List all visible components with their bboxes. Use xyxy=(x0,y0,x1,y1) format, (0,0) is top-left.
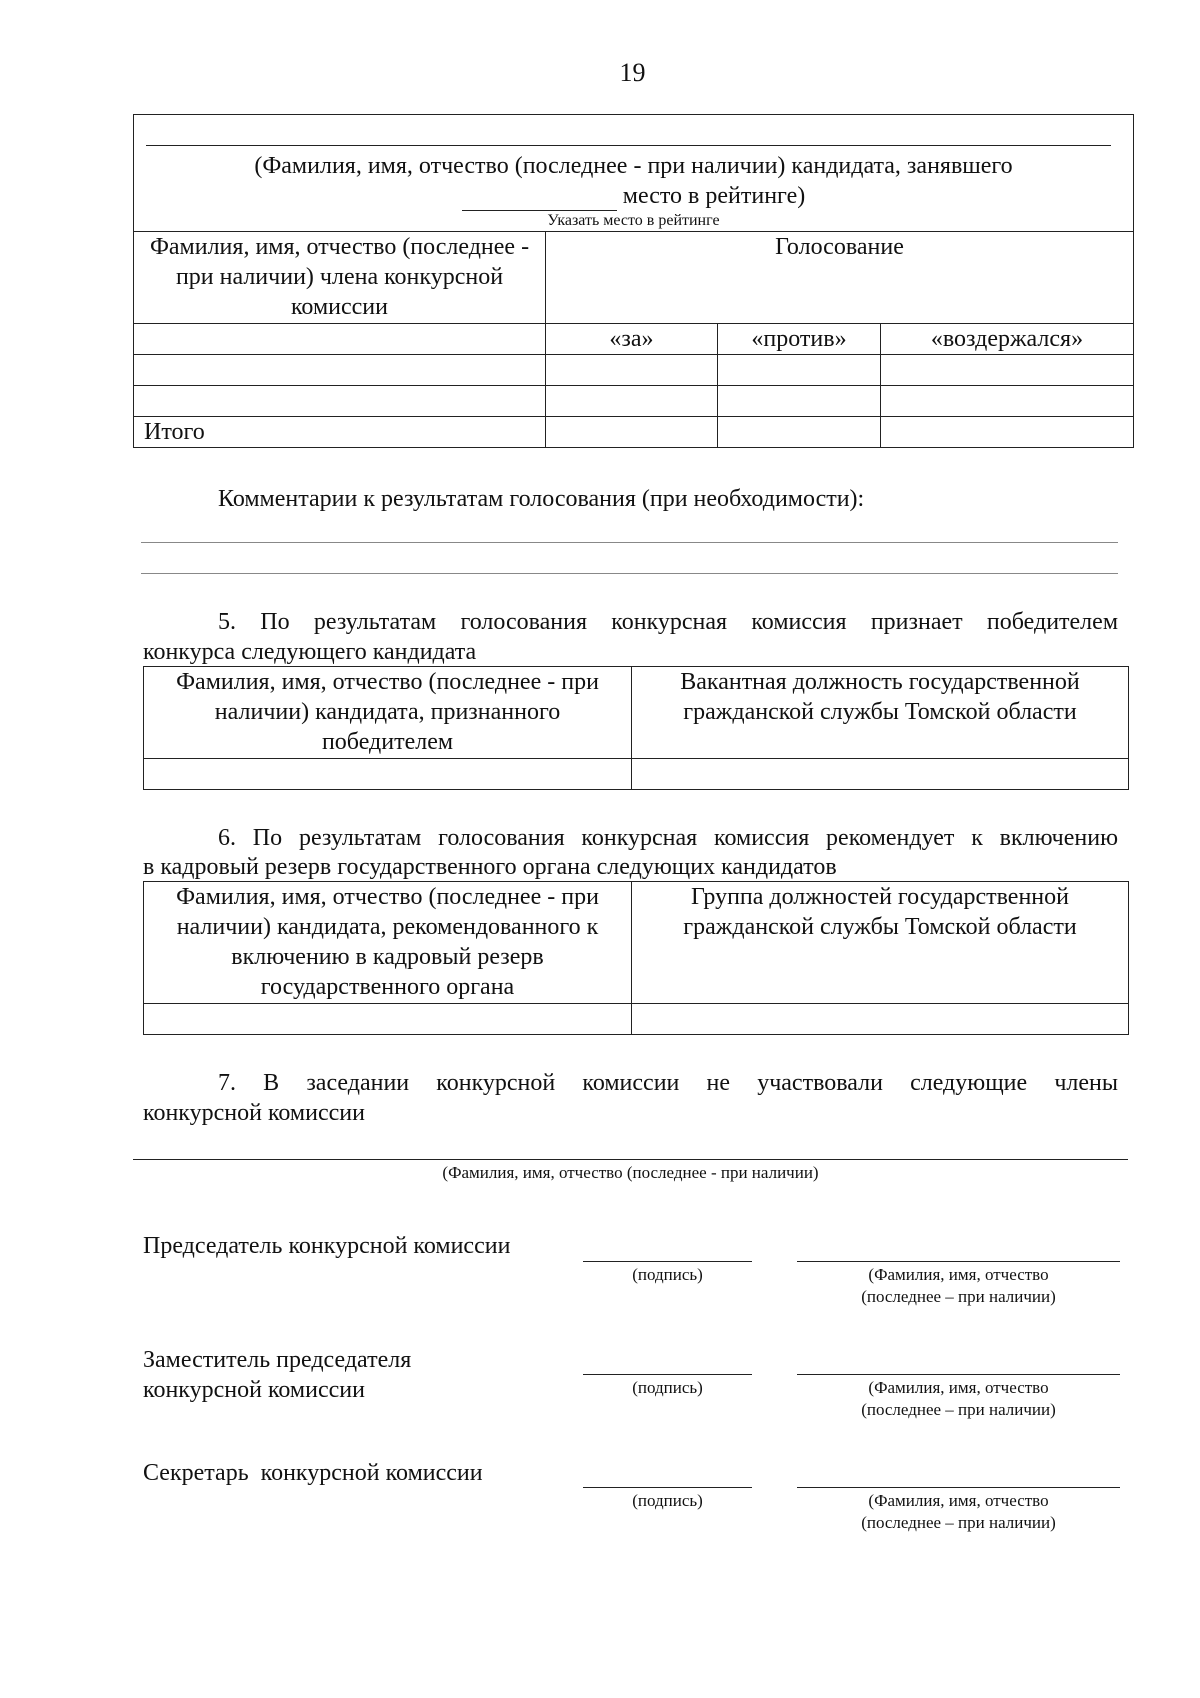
candidate-caption-cell xyxy=(134,115,1134,232)
section5-line2: конкурса следующего кандидата xyxy=(143,639,477,665)
winner-col2-header: Вакантная должность государственной гражданской службы Томской области xyxy=(632,667,1129,759)
name-line-deputy xyxy=(797,1374,1120,1375)
col-abstained: «воздержался» xyxy=(881,324,1134,355)
member-header: Фамилия, имя, отчество (последнее - при наличии) члена конкурсной комиссии xyxy=(134,232,546,324)
table-row xyxy=(144,759,1129,790)
comment-line-1 xyxy=(141,542,1118,543)
table-row xyxy=(134,355,1134,386)
table-row xyxy=(134,386,1134,417)
name-line-chairman xyxy=(797,1261,1120,1262)
voting-table xyxy=(133,114,1134,448)
candidate-caption-line2: место в рейтинге) xyxy=(622,183,806,209)
signature-line-secretary xyxy=(583,1487,752,1488)
name-caption-chairman-1: (Фамилия, имя, отчество xyxy=(868,1265,1049,1284)
signature-role-secretary: Секретарь конкурсной комиссии xyxy=(143,1460,483,1486)
rating-place-blank xyxy=(462,186,617,211)
total-label: Итого xyxy=(134,417,546,448)
winner-col1-header: Фамилия, имя, отчество (последнее - при наличии) кандидата, признанного победителем xyxy=(144,667,632,759)
reserve-col2-header: Группа должностей государственной гражданской службы Томской области xyxy=(632,882,1129,1004)
page-number: 19 xyxy=(619,58,646,87)
comments-label: Комментарии к результатам голосования (при необходимости): xyxy=(218,486,865,512)
total-row xyxy=(134,417,1134,448)
section7-line1: 7. В заседании конкурсной комиссии не участвовали следующие члены xyxy=(218,1070,1118,1096)
name-caption-chairman-2: (последнее – при наличии) xyxy=(861,1287,1056,1306)
name-line-secretary xyxy=(797,1487,1120,1488)
col-for: «за» xyxy=(546,324,718,355)
candidate-name-line xyxy=(146,145,1111,146)
name-caption-deputy-1: (Фамилия, имя, отчество xyxy=(868,1378,1049,1397)
signature-role-chairman: Председатель конкурсной комиссии xyxy=(143,1233,511,1259)
voting-header: Голосование xyxy=(546,232,1134,324)
sign-caption-secretary: (подпись) xyxy=(632,1491,703,1510)
comment-line-2 xyxy=(141,573,1118,574)
name-caption-secretary-2: (последнее – при наличии) xyxy=(861,1513,1056,1532)
col-against: «против» xyxy=(718,324,881,355)
sign-caption-deputy: (подпись) xyxy=(632,1378,703,1397)
signature-role-deputy: Заместитель председателя конкурсной комиссии xyxy=(143,1347,412,1403)
section7-line2: конкурсной комиссии xyxy=(143,1100,365,1126)
member-cell xyxy=(134,324,546,355)
name-caption-secretary-1: (Фамилия, имя, отчество xyxy=(868,1491,1049,1510)
signature-line-deputy xyxy=(583,1374,752,1375)
candidate-caption-line1: (Фамилия, имя, отчество (последнее - при наличии) кандидата, занявшего xyxy=(254,153,1013,179)
table-row xyxy=(144,1004,1129,1035)
absent-fio-caption: (Фамилия, имя, отчество (последнее - при наличии) xyxy=(442,1163,819,1182)
reserve-table xyxy=(143,881,1129,1035)
absent-members-line xyxy=(133,1159,1128,1160)
reserve-col1-header: Фамилия, имя, отчество (последнее - при наличии) кандидата, рекомендованного к включению в кадровый резерв государственного органа xyxy=(144,882,632,1004)
section6-line2: в кадровый резерв государственного органа следующих кандидатов xyxy=(143,854,837,880)
sign-caption-chairman: (подпись) xyxy=(632,1265,703,1284)
section5-line1: 5. По результатам голосования конкурсная комиссия признает победителем xyxy=(218,609,1118,635)
section6-line1: 6. По результатам голосования конкурсная комиссия рекомендует к включению xyxy=(218,825,1118,851)
winner-table xyxy=(143,666,1129,790)
name-caption-deputy-2: (последнее – при наличии) xyxy=(861,1400,1056,1419)
signature-line-chairman xyxy=(583,1261,752,1262)
rating-hint: Указать место в рейтинге xyxy=(547,212,720,229)
